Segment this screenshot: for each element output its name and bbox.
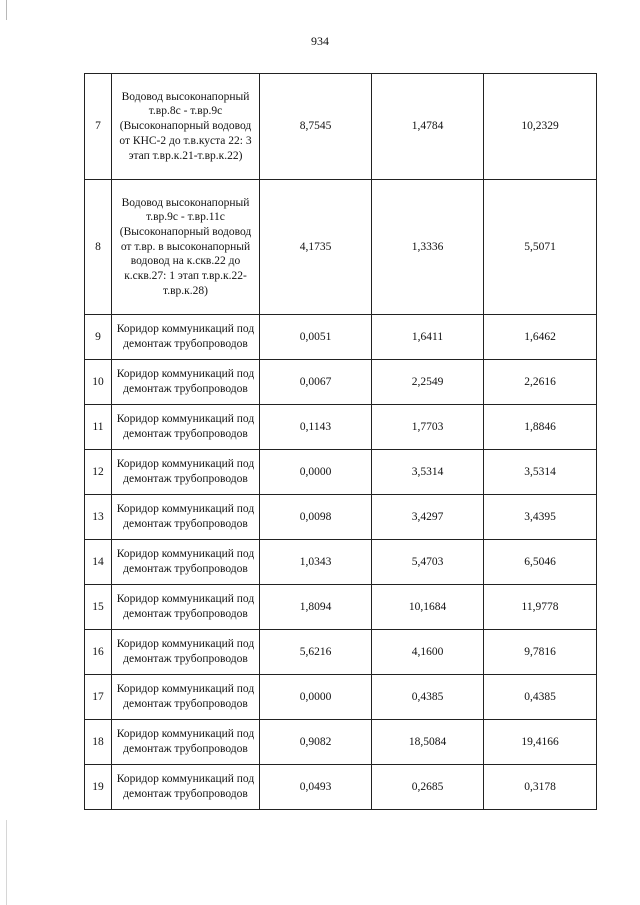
area-value-2: 18,5084: [372, 720, 484, 765]
area-value-1: 0,9082: [260, 720, 372, 765]
area-value-1: 0,0000: [260, 450, 372, 495]
object-name: Водовод высоконапорный т.вр.8с - т.вр.9с (Высоконапорный водовод от КНС-2 до т.в.куста 22: 3 этап т.вр.к.21-т.вр.к.22): [112, 74, 260, 180]
row-number: 10: [85, 360, 112, 405]
row-number: 14: [85, 540, 112, 585]
table-row: [85, 450, 597, 495]
table-row: [85, 675, 597, 720]
object-name: Коридор коммуникаций под демонтаж трубопроводов: [112, 720, 260, 765]
row-number: 15: [85, 585, 112, 630]
row-number: 13: [85, 495, 112, 540]
area-value-1: 5,6216: [260, 630, 372, 675]
table-row: [85, 585, 597, 630]
table-row: [85, 630, 597, 675]
object-name: Коридор коммуникаций под демонтаж трубопроводов: [112, 585, 260, 630]
object-name: Коридор коммуникаций под демонтаж трубопроводов: [112, 765, 260, 810]
area-total: 10,2329: [484, 74, 597, 180]
area-value-1: 0,0493: [260, 765, 372, 810]
area-value-1: 0,0051: [260, 315, 372, 360]
area-total: 3,5314: [484, 450, 597, 495]
area-value-1: 1,0343: [260, 540, 372, 585]
area-value-1: 8,7545: [260, 74, 372, 180]
object-name: Коридор коммуникаций под демонтаж трубопроводов: [112, 405, 260, 450]
row-number: 16: [85, 630, 112, 675]
object-name: Коридор коммуникаций под демонтаж трубопроводов: [112, 450, 260, 495]
area-total: 1,6462: [484, 315, 597, 360]
page-number: 934: [311, 34, 329, 48]
area-value-2: 1,7703: [372, 405, 484, 450]
row-number: 12: [85, 450, 112, 495]
object-name: Водовод высоконапорный т.вр.9с - т.вр.11с (Высоконапорный водовод от т.вр. в высоконапорный водовод на к.скв.22 до к.скв.27: 1 этап т.вр.к.22-т.вр.к.28): [112, 180, 260, 315]
object-name: Коридор коммуникаций под демонтаж трубопроводов: [112, 315, 260, 360]
area-value-1: 0,0098: [260, 495, 372, 540]
area-value-2: 0,2685: [372, 765, 484, 810]
area-total: 9,7816: [484, 630, 597, 675]
land-parcel-table: [84, 73, 597, 810]
object-name: Коридор коммуникаций под демонтаж трубопроводов: [112, 540, 260, 585]
area-total: 0,4385: [484, 675, 597, 720]
scan-margin-mark-bottom: [6, 820, 7, 905]
table-row: [85, 405, 597, 450]
area-value-2: 10,1684: [372, 585, 484, 630]
row-number: 9: [85, 315, 112, 360]
area-total: 6,5046: [484, 540, 597, 585]
area-value-2: 0,4385: [372, 675, 484, 720]
object-name: Коридор коммуникаций под демонтаж трубопроводов: [112, 630, 260, 675]
area-total: 11,9778: [484, 585, 597, 630]
row-number: 19: [85, 765, 112, 810]
area-value-2: 1,6411: [372, 315, 484, 360]
object-name: Коридор коммуникаций под демонтаж трубопроводов: [112, 495, 260, 540]
area-value-2: 3,4297: [372, 495, 484, 540]
table-row: [85, 315, 597, 360]
area-total: 1,8846: [484, 405, 597, 450]
table-row: [85, 540, 597, 585]
row-number: 17: [85, 675, 112, 720]
area-total: 0,3178: [484, 765, 597, 810]
area-value-1: 1,8094: [260, 585, 372, 630]
table-row: [85, 180, 597, 315]
area-value-2: 5,4703: [372, 540, 484, 585]
table-row: [85, 720, 597, 765]
object-name: Коридор коммуникаций под демонтаж трубопроводов: [112, 360, 260, 405]
area-value-2: 1,4784: [372, 74, 484, 180]
area-value-2: 4,1600: [372, 630, 484, 675]
area-total: 19,4166: [484, 720, 597, 765]
area-value-1: 0,0067: [260, 360, 372, 405]
object-name: Коридор коммуникаций под демонтаж трубопроводов: [112, 675, 260, 720]
area-value-2: 1,3336: [372, 180, 484, 315]
table-row: [85, 495, 597, 540]
area-value-2: 2,2549: [372, 360, 484, 405]
area-value-1: 4,1735: [260, 180, 372, 315]
row-number: 11: [85, 405, 112, 450]
table-row: [85, 74, 597, 180]
area-total: 2,2616: [484, 360, 597, 405]
area-value-2: 3,5314: [372, 450, 484, 495]
area-value-1: 0,0000: [260, 675, 372, 720]
table-row: [85, 765, 597, 810]
area-total: 5,5071: [484, 180, 597, 315]
scan-margin-mark-top: [6, 0, 7, 20]
area-total: 3,4395: [484, 495, 597, 540]
row-number: 7: [85, 74, 112, 180]
row-number: 18: [85, 720, 112, 765]
row-number: 8: [85, 180, 112, 315]
area-value-1: 0,1143: [260, 405, 372, 450]
table-row: [85, 360, 597, 405]
